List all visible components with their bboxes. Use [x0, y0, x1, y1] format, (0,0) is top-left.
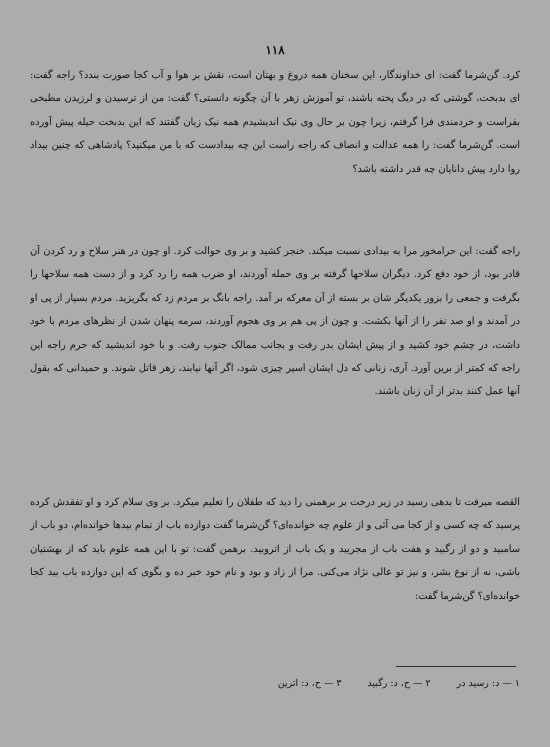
paragraph-1 [30, 64, 520, 238]
footnote: ۳ — ح، د: اترین [277, 678, 342, 689]
paragraph-text: القصه میرفت تا بدهی رسید در زیر درخت بر برهمنی را دید که طفلان را تعلیم میکرد. بر وی سلام کرد و او تفقدش کرده پرسید که چه کسی و از کجا می آئی و از علوم چه خوانده‌ای؟ گن‌شرما گفت دوازده باب از تمام بیدها خوانده‌ام، دو باب از سامبید و دو از رگبید و هفت باب از مجربید و یک باب از اتروبید. برهمن گفت: تو با این همه علوم باید که از بهشتیان باشی، نه از نوع بشر، و نیز تو عالی نژاد می‌کنی. مرا از زاد و بود و نام خود خبر ده و بگوی که این دوازده باب بید کجا خوانده‌ای؟ گن‌شرما گفت: [30, 497, 520, 602]
page-number: ۱۱۸ [265, 43, 285, 57]
footnote: ۱ — د: رسید در [456, 678, 520, 689]
footnote: ۲ — ح، د: رگبید [367, 678, 431, 689]
footnotes [40, 678, 520, 689]
paragraph-text: کرد. گن‌شرما گفت: ای خداوندگار، این سخنان همه دروغ و بهتان است، نقش بر هوا و آب کجا صورت بندد؟ راجه گفت: ای بدبخت، گوشتی که در دیگ پخته باشند، تو آموزش زهر با آن چگونه دانستی؟ گفت: من از ترسیدن و لرزیدن مطبخی بفراست و خردمندی فرا گرفتم، زیرا چون بر حال وی نیک اندیشیدم همه نیک زبان گفتند که این بدبخت حیله پیش آورده است. گن‌شرما گفت: را همه عدالت و انصاف که راجه راست این چه بیدادست که با من میکنید؟ پادشاهی که چنین بیداد روا دارد پیش دانایان چه قدر داشته باشد؟ [30, 70, 520, 175]
paragraph-text: راجه گفت: این حرامخور مرا به بیدادی نسبت میکند. خنجر کشید و بر وی حوالت کرد. او چون در هنر سلاح و رد کردن آن قادر بود، از خود دفع کرد. دیگران سلاحها گرفته بر وی حمله آوردند، او ضرب همه را رد کرد و از دست همه سلاحها را بگرفت و جمعی را بزور یکدیگر شان بر بسته از آن معرکه بر آمد. راجه بانگ بر مردم زد که بگریزید. مردم بسیار از پی او در آمدند و او صد نفر را از آنها بکشت. و چون از پی هم بر وی هجوم آوردند، سرمه پنهان شدن از نظرهای مردم با خود داشت، در چشم خود کشید و از پیش ایشان بدر رفت و بجانب ممالک جنوب رفت. و با خود اندیشید که حرم راجه این راجه که کمتر از برین آورد. آری، زنانی که دل ایشان اسیر چیزی شود، اگر آنها نیابند، زهر قاتل شوند. و حمیدانی که بقول آنها عمل کنند بدتر از آن زنان باشند. [30, 246, 520, 398]
paragraph-2 [30, 240, 520, 472]
footnote-divider [396, 666, 516, 667]
paragraph-3 [30, 491, 520, 656]
